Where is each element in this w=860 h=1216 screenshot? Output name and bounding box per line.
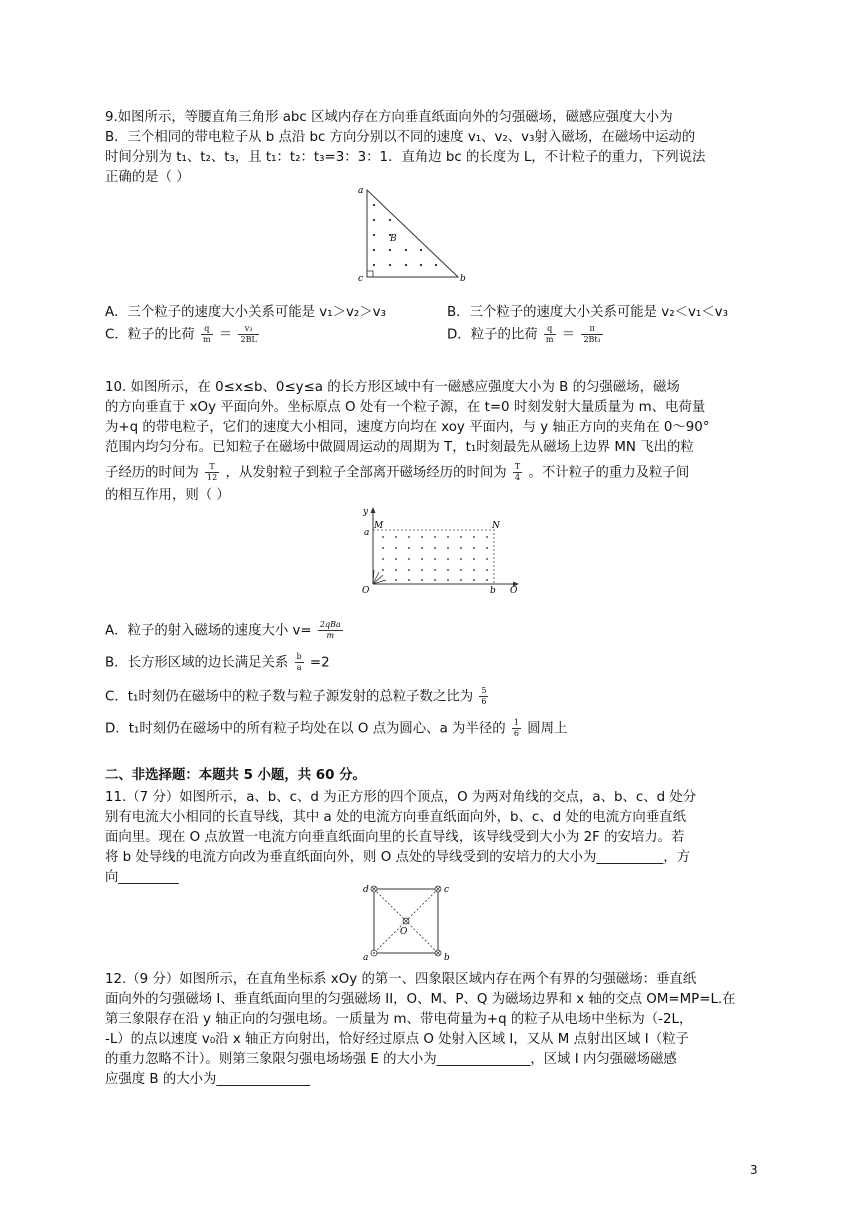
- frac-num: π: [581, 324, 602, 335]
- frac-den: 12: [207, 473, 218, 482]
- q10-option-b-label: B．长方形区域的边长满足关系: [105, 655, 289, 671]
- q9-option-c-eq: ＝: [218, 327, 233, 343]
- frac-den: 2Bt₁: [583, 335, 601, 344]
- q10-label-x-axis: O: [510, 586, 518, 596]
- q10-option-d-suffix: 圆周上: [527, 721, 568, 737]
- q11-label-O: O: [400, 927, 408, 937]
- q9-label-b: b: [460, 274, 466, 284]
- q10-line-5-b: ，从发射粒子到粒子全部离开磁场经历的时间为: [225, 465, 507, 481]
- q9-label-B: B: [390, 234, 397, 244]
- q9-option-d[interactable]: [447, 324, 605, 346]
- q12-line-2: 面向外的匀强磁场 I、垂直纸面向里的匀强磁场 II，O、M、P、Q 为磁场边界和 x 轴的交点 OM=MP=L.在: [105, 992, 736, 1007]
- frac-den: m: [545, 335, 554, 344]
- q9-triangle-figure: [350, 185, 475, 285]
- frac-den: 4: [515, 473, 521, 482]
- q10-frac-t12: [205, 462, 219, 483]
- q11-label-b: b: [444, 953, 450, 962]
- q9-line-1: 9.如图所示，等腰直角三角形 abc 区域内存在方向垂直纸面向外的匀强磁场，磁感应强度大小为: [105, 110, 673, 125]
- frac-num: 1: [513, 718, 519, 727]
- q10-option-c-label: C．t₁时刻仍在磁场中的粒子数与粒子源发射的总粒子数之比为: [105, 689, 474, 705]
- q10-line-6: 的相互作用，则（ ）: [105, 488, 230, 503]
- frac-num: q: [544, 324, 556, 335]
- frac-den: m: [202, 335, 211, 344]
- q9-option-c-label: C．粒子的比荷: [105, 327, 195, 343]
- q9-option-c-frac-qm: [201, 324, 213, 345]
- q10-label-y: y: [363, 507, 369, 517]
- q9-option-d-label: D．粒子的比荷: [447, 327, 538, 343]
- q10-option-b[interactable]: [105, 652, 330, 674]
- q10-option-a-label: A．粒子的射入磁场的速度大小 v=: [105, 623, 312, 639]
- q9-option-c[interactable]: [105, 324, 261, 346]
- q10-option-c-frac: [479, 686, 488, 707]
- q11-square-figure: [358, 880, 458, 962]
- q12-line-4: -L）的点以速度 v₀沿 x 轴正方向射出，恰好经过原点 O 处射入区域 I，又从 M 点射出区域 I（粒子: [105, 1032, 689, 1047]
- frac-den: m: [326, 631, 335, 640]
- q10-line-1: 10. 如图所示，在 0≤x≤b、0≤y≤a 的长方形区域中有一磁感应强度大小为 B 的匀强磁场，磁场: [105, 380, 680, 395]
- q10-label-b: b: [490, 586, 496, 596]
- q9-option-b[interactable]: B．三个粒子的速度大小关系可能是 v₂＜v₁＜v₃: [447, 305, 728, 320]
- frac-den: 2BL: [240, 335, 257, 344]
- q9-label-a: a: [358, 186, 364, 196]
- frac-num: b: [296, 652, 302, 661]
- q9-option-a[interactable]: A．三个粒子的速度大小关系可能是 v₁＞v₂＞v₃: [105, 305, 386, 320]
- q10-option-d[interactable]: [105, 718, 567, 740]
- q10-option-a-frac: [318, 620, 343, 641]
- q9-label-c: c: [358, 274, 364, 284]
- q11-label-d: d: [363, 885, 369, 895]
- q11-line-5: 向_________: [105, 870, 179, 885]
- q9-line-4: 正确的是（ ）: [105, 170, 190, 185]
- q9-option-d-eq: ＝: [561, 327, 576, 343]
- q12-line-5: 的重力忽略不计）。则第三象限匀强电场场强 E 的大小为______________，区域 I 内匀强磁场磁感: [105, 1052, 677, 1067]
- section-2-heading: 二、非选择题：本题共 5 小题，共 60 分。: [105, 768, 366, 783]
- frac-num: 5: [481, 686, 487, 695]
- q10-line-2: 的方向垂直于 xOy 平面向外。坐标原点 O 处有一个粒子源，在 t=0 时刻发射大量质量为 m、电荷量: [105, 400, 706, 415]
- q11-line-3: 面向里。现在 O 点放置一电流方向垂直纸面向里的长直导线，该导线受到大小为 2F 的安培力。若: [105, 830, 685, 845]
- q11-line-4: 将 b 处导线的电流方向改为垂直纸面向外，则 O 点处的导线受到的安培力的大小为__________，方: [105, 850, 691, 865]
- q12-line-3: 第三象限存在沿 y 轴正向的匀强电场。一质量为 m、带电荷量为+q 的粒子从电场中坐标为（-2L，: [105, 1012, 693, 1027]
- q10-frac-t4: [513, 462, 522, 483]
- q10-rectangle-figure: [358, 504, 528, 596]
- q9-line-3: 时间分别为 t₁、t₂、t₃，且 t₁：t₂：t₃=3：3：1．直角边 bc 的长度为 L，不计粒子的重力，下列说法: [105, 150, 706, 165]
- frac-num: T: [205, 462, 219, 473]
- q9-option-d-frac-qm: [544, 324, 556, 345]
- q10-option-c[interactable]: [105, 686, 490, 708]
- frac-den: 6: [481, 697, 487, 706]
- q10-line-5-a: 子经历的时间为: [105, 465, 199, 481]
- q10-line-5: [105, 462, 689, 484]
- q10-option-a[interactable]: [105, 620, 345, 642]
- q10-label-N: N: [492, 521, 500, 531]
- frac-den: a: [296, 663, 302, 672]
- q11-line-1: 11.（7 分）如图所示，a、b、c、d 为正方形的四个顶点，O 为两对角线的交点，a、b、c、d 处分: [105, 790, 697, 805]
- q11-line-2: 别有电流大小相同的长直导线，其中 a 处的电流方向垂直纸面向外，b、c、d 处的电流方向垂直纸: [105, 810, 686, 825]
- q11-label-c: c: [444, 885, 450, 895]
- q10-label-O: O: [362, 586, 370, 596]
- q12-line-1: 12.（9 分）如图所示，在直角坐标系 xOy 的第一、四象限区域内存在两个有界的匀强磁场：垂直纸: [105, 972, 697, 987]
- q10-line-5-c: 。不计粒子的重力及粒子间: [528, 465, 690, 481]
- frac-num: 2qBa: [319, 620, 341, 629]
- q11-label-a: a: [363, 953, 369, 962]
- page-number: 3: [750, 1163, 758, 1177]
- q10-option-b-frac: [295, 652, 304, 673]
- q10-line-4: 范围内均匀分布。已知粒子在磁场中做圆周运动的周期为 T，t₁时刻最先从磁场上边界 MN 飞出的粒: [105, 440, 694, 455]
- q10-label-M: M: [374, 521, 384, 531]
- q9-option-c-frac-value: [238, 324, 258, 345]
- q10-option-d-label: D．t₁时刻仍在磁场中的所有粒子均处在以 O 点为圆心、a 为半径的: [105, 721, 506, 737]
- frac-num: T: [514, 462, 521, 471]
- q10-line-3: 为+q 的带电粒子，它们的速度大小相同，速度方向均在 xoy 平面内，与 y 轴正方向的夹角在 0～90°: [105, 420, 710, 435]
- q10-label-a: a: [364, 528, 370, 538]
- q9-option-d-frac-value: [581, 324, 602, 345]
- frac-num: v₃: [238, 324, 258, 335]
- frac-den: 6: [513, 729, 519, 738]
- q9-line-2: B．三个相同的带电粒子从 b 点沿 bc 方向分别以不同的速度 v₁、v₂、v₃射入磁场，在磁场中运动的: [105, 130, 696, 145]
- q12-line-6: 应强度 B 的大小为______________: [105, 1072, 311, 1087]
- q10-option-b-suffix: =2: [309, 655, 330, 671]
- frac-num: q: [201, 324, 213, 335]
- q10-option-d-frac: [512, 718, 521, 739]
